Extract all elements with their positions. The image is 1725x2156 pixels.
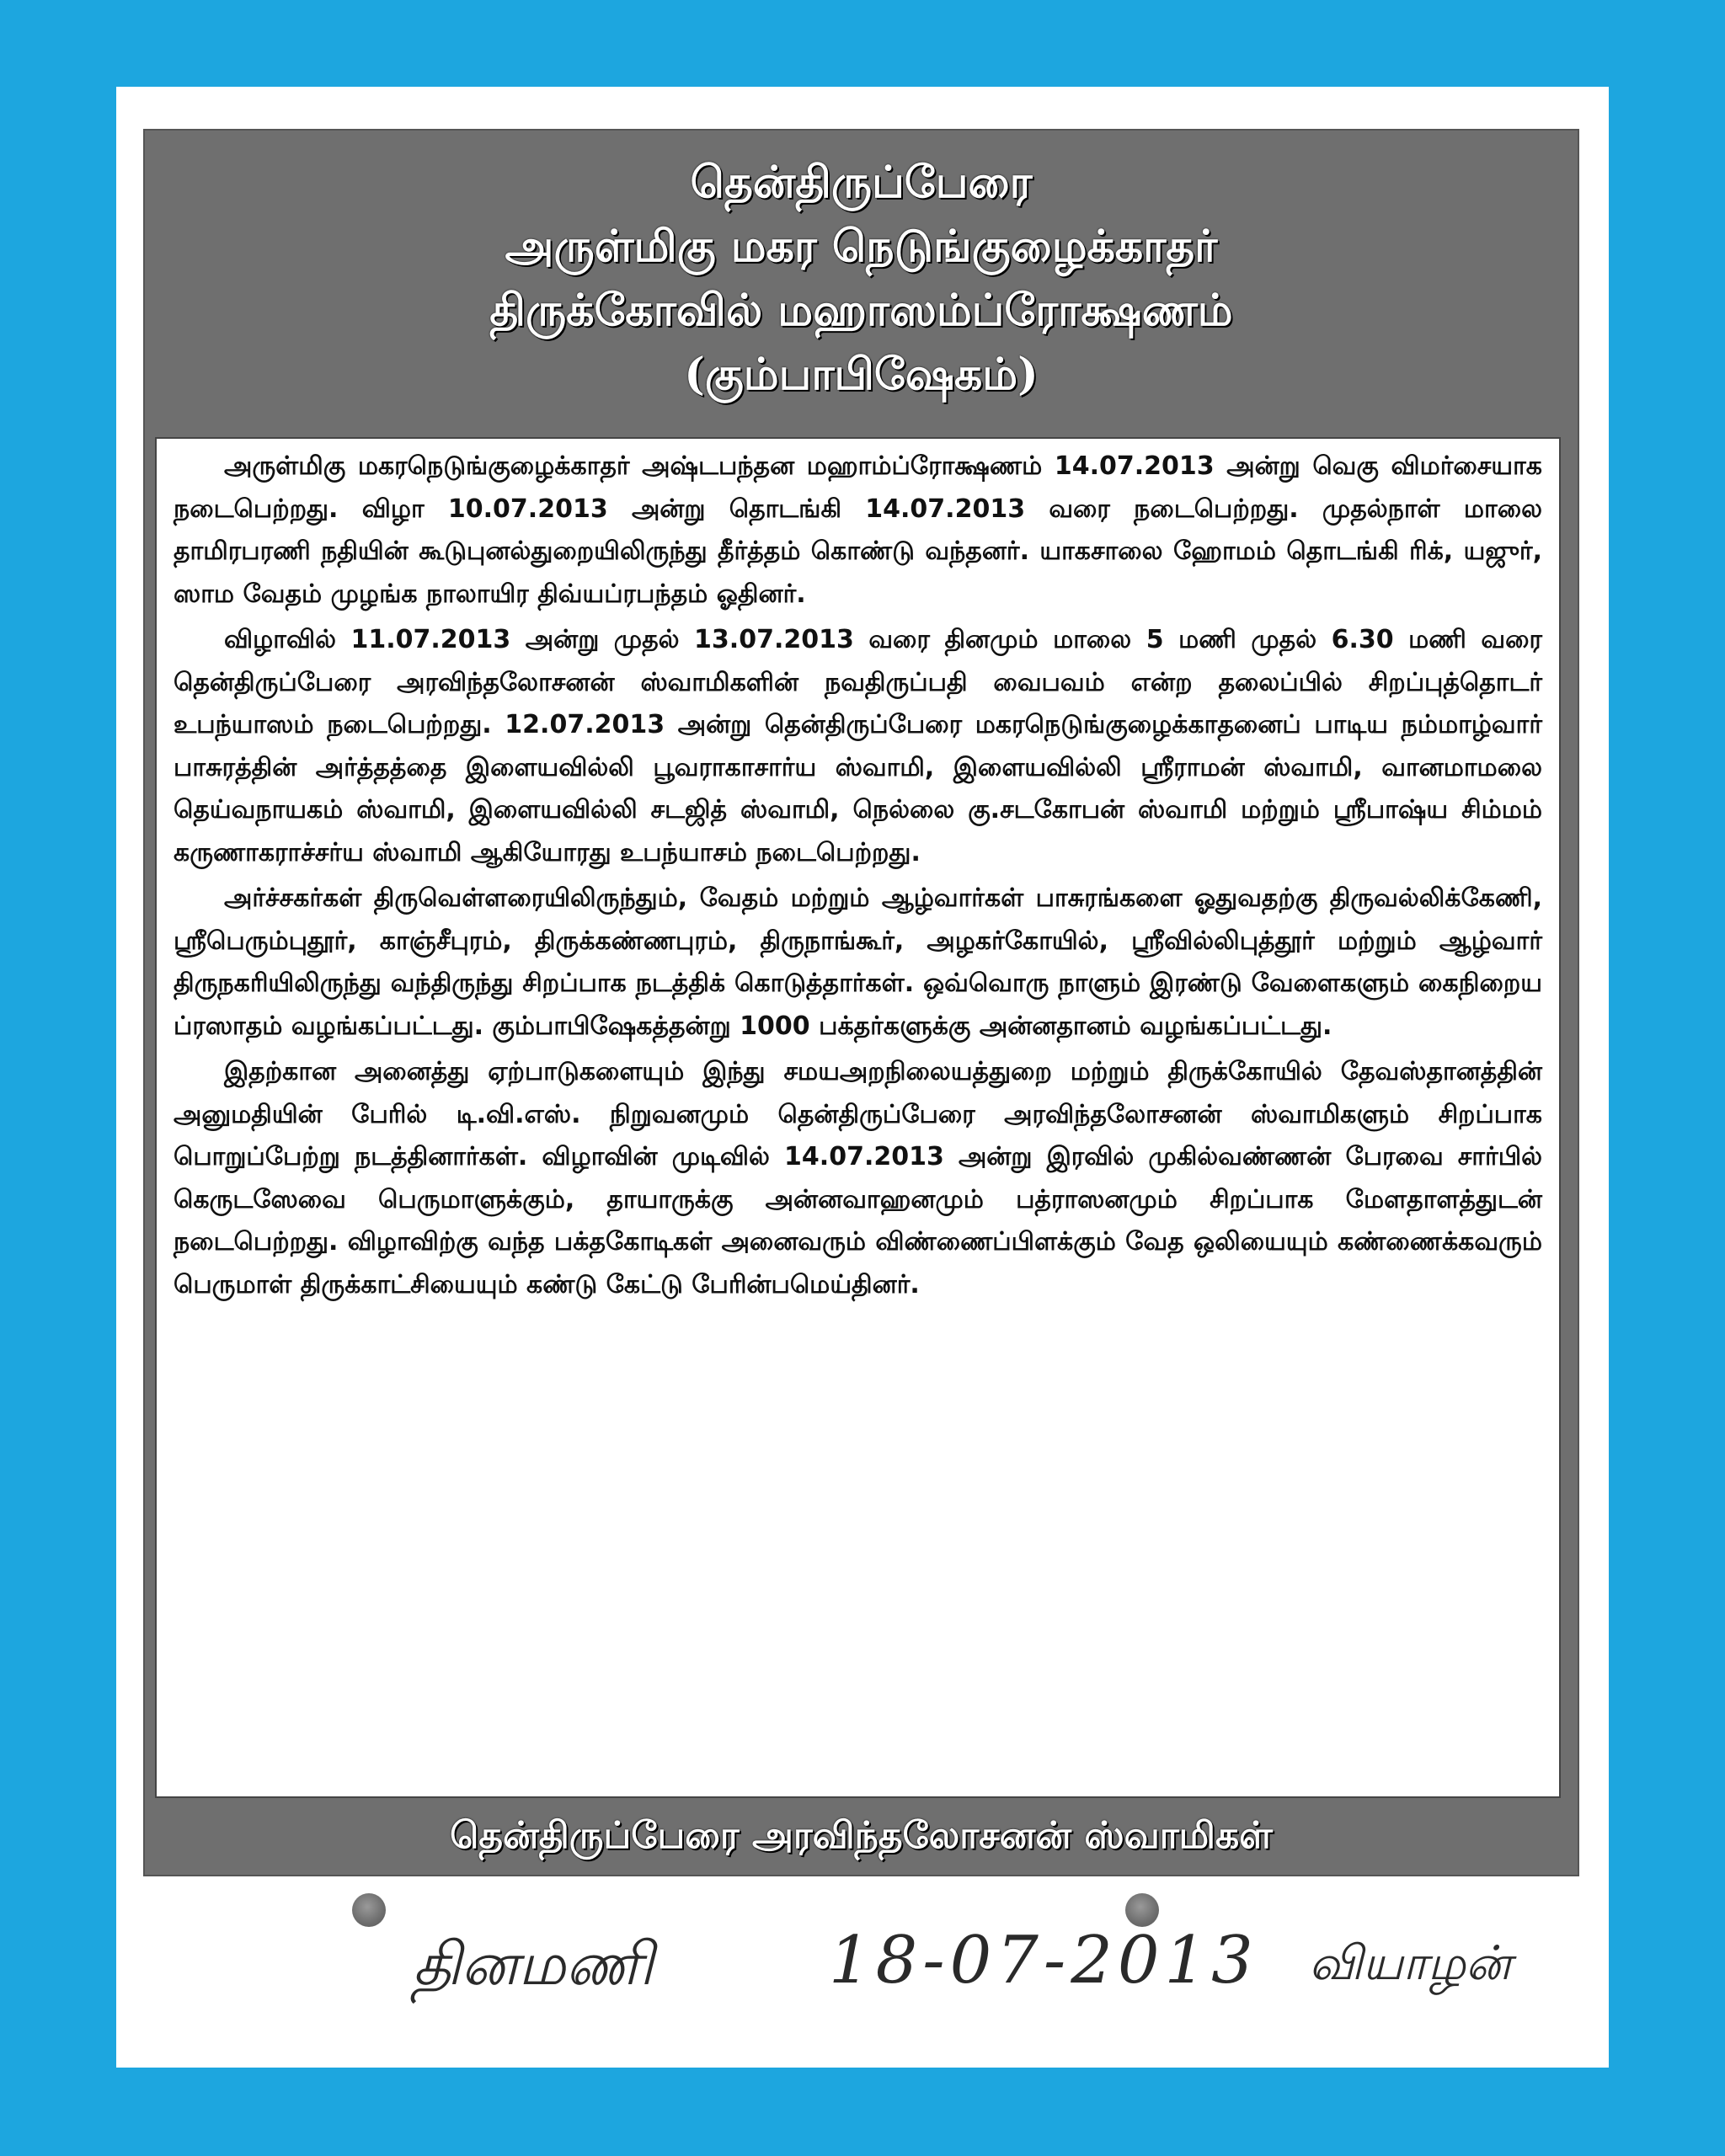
- punch-hole-left: [352, 1893, 386, 1927]
- byline: தென்திருப்பேரை அரவிந்தலோசனன் ஸ்வாமிகள்: [450, 1814, 1273, 1857]
- headline-line-2: அருள்மிகு மகர நெடுங்குழைக்காதர்: [505, 221, 1218, 272]
- article-body: [155, 437, 1561, 1798]
- article-paragraph-1: அருள்மிகு மகரநெடுங்குழைக்காதர் அஷ்டபந்தன மஹாம்ப்ரோக்ஷணம் 14.07.2013 அன்று வெகு விமர்சையாக நடைபெற்றது. விழா 10.07.2013 அன்று தொடங்கி 14.07.2013 வரை நடைபெற்றது. முதல்நாள் மாலை தாமிரபரணி நதியின் கூடுபுனல்துறையிலிருந்து தீர்த்தம் கொண்டு வந்தனர். யாகசாலை ஹோமம் தொடங்கி ரிக், யஜுர், ஸாம வேதம் முழங்க நாலாயிர திவ்யப்ரபந்தம் ஓதினர்.: [174, 451, 1542, 609]
- headline-line-4: (கும்பாபிஷேகம்): [684, 349, 1039, 400]
- article-paragraph-3: அர்ச்சகர்கள் திருவெள்ளரையிலிருந்தும், வேதம் மற்றும் ஆழ்வார்கள் பாசுரங்களை ஓதுவதற்கு திருவல்லிக்கேணி, ஸ்ரீபெரும்புதூர், காஞ்சீபுரம், திருக்கண்ணபுரம், திருநாங்கூர், அழகர்கோயில், ஸ்ரீவில்லிபுத்தூர் மற்றும் ஆழ்வார் திருநகரியிலிருந்து வந்திருந்து சிறப்பாக நடத்திக் கொடுத்தார்கள். ஒவ்வொரு நாளும் இரண்டு வேளைகளும் கைநிறைய ப்ரஸாதம் வழங்கப்பட்டது. கும்பாபிஷேகத்தன்று 1000 பக்தர்களுக்கு அன்னதானம் வழங்கப்பட்டது.: [174, 883, 1542, 1041]
- handwritten-source: தினமணி: [413, 1929, 654, 1999]
- handwritten-day: வியாழன்: [1309, 1936, 1512, 1991]
- headline: [145, 151, 1578, 407]
- newspaper-clipping: [143, 129, 1579, 1876]
- paper-sheet: [116, 87, 1609, 2068]
- punch-hole-right: [1125, 1893, 1159, 1927]
- article-paragraph-4: இதற்கான அனைத்து ஏற்பாடுகளையும் இந்து சமயஅறநிலையத்துறை மற்றும் திருக்கோயில் தேவஸ்தானத்தின் அனுமதியின் பேரில் டி.வி.எஸ். நிறுவனமும் தென்திருப்பேரை அரவிந்தலோசனன் ஸ்வாமிகளும் சிறப்பாக பொறுப்பேற்று நடத்தினார்கள். விழாவின் முடிவில் 14.07.2013 அன்று இரவில் முகில்வண்ணன் பேரவை சார்பில் கெருடஸேவை பெருமாளுக்கும், தாயாருக்கு அன்னவாஹனமும் பத்ராஸனமும் சிறப்பாக மேளதாளத்துடன் நடைபெற்றது. விழாவிற்கு வந்த பக்தகோடிகள் அனைவரும் விண்ணைப்பிளக்கும் வேத ஒலியையும் கண்ணைக்கவரும் பெருமாள் திருக்காட்சியையும் கண்டு கேட்டு பேரின்பமெய்தினர்.: [174, 1057, 1542, 1299]
- handwritten-date: 18-07-2013: [829, 1923, 1258, 1999]
- article-paragraph-2: விழாவில் 11.07.2013 அன்று முதல் 13.07.2013 வரை தினமும் மாலை 5 மணி முதல் 6.30 மணி வரை தென்திருப்பேரை அரவிந்தலோசனன் ஸ்வாமிகளின் நவதிருப்பதி வைபவம் என்ற தலைப்பில் சிறப்புத்தொடர் உபந்யாஸம் நடைபெற்றது. 12.07.2013 அன்று தென்திருப்பேரை மகரநெடுங்குழைக்காதனைப் பாடிய நம்மாழ்வார் பாசுரத்தின் அர்த்தத்தை இளையவில்லி பூவராகாசார்ய ஸ்வாமி, இளையவில்லி ஸ்ரீராமன் ஸ்வாமி, வானமாமலை தெய்வநாயகம் ஸ்வாமி, இளையவில்லி சடஜித் ஸ்வாமி, நெல்லை கு.சடகோபன் ஸ்வாமி மற்றும் ஸ்ரீபாஷ்ய சிம்மம் கருணாகராச்சர்ய ஸ்வாமி ஆகியோரது உபந்யாசம் நடைபெற்றது.: [174, 625, 1542, 867]
- headline-line-3: திருக்கோவில் மஹாஸம்ப்ரோக்ஷணம்: [489, 285, 1233, 336]
- headline-line-1: தென்திருப்பேரை: [690, 157, 1033, 208]
